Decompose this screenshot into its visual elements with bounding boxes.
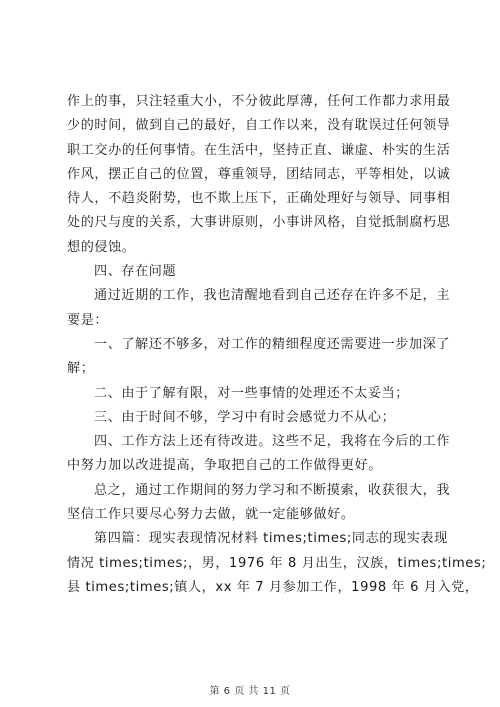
page-footer: 第 6 页 共 11 页 bbox=[209, 686, 291, 697]
document-body bbox=[67, 90, 487, 600]
text-line: 通过近期的工作，我也清醒地看到自己还存在许多不足，主 bbox=[94, 288, 451, 304]
text-line: 解； bbox=[67, 361, 95, 377]
text-line: 处的尺与度的关系，大事讲原则，小事讲风格，自觉抵制腐朽思 bbox=[67, 215, 451, 231]
text-line: 坚信工作只要尽心努力去做，就一定能够做好。 bbox=[67, 507, 355, 523]
text-line: 待人，不趋炎附势，也不欺上压下，正确处理好与领导、同事相 bbox=[67, 191, 451, 207]
text-line: 少的时间，做到自己的最好，自工作以来，没有耽误过任何领导 bbox=[67, 118, 451, 134]
text-line: 想的侵蚀。 bbox=[67, 239, 136, 255]
text-line: 作风，摆正自己的位置，尊重领导，团结同志，平等相处，以诚 bbox=[67, 166, 451, 182]
text-line: 中努力加以改进提高，争取把自己的工作做得更好。 bbox=[67, 458, 382, 474]
text-line: 四、工作方法上还有待改进。这些不足，我将在今后的工作 bbox=[94, 434, 451, 450]
text-line: 职工交办的任何事情。在生活中，坚持正直、谦虚、朴实的生活 bbox=[67, 142, 451, 158]
text-line: 第四篇：现实表现情况材料 times;times;同志的现实表现 bbox=[94, 531, 448, 547]
text-line: 一、了解还不够多，对工作的精细程度还需要进一步加深了 bbox=[94, 336, 451, 352]
section-heading: 四、存在问题 bbox=[94, 264, 177, 280]
text-line: 总之，通过工作期间的努力学习和不断摸索，收获很大，我 bbox=[94, 482, 451, 498]
text-line: 三、由于时间不够，学习中有时会感觉力不从心； bbox=[94, 409, 396, 425]
text-line: 县 times;times;镇人，xx 年 7 月参加工作，1998 年 6 月入党， bbox=[67, 579, 479, 595]
text-line: 情况 times;times;，男，1976 年 8 月出生，汉族，times;times; bbox=[67, 555, 487, 571]
text-line: 要是： bbox=[67, 312, 109, 328]
text-line: 二、由于了解有限，对一些事情的处理还不太妥当； bbox=[94, 385, 409, 401]
text-line: 作上的事，只注轻重大小，不分彼此厚薄，任何工作都力求用最 bbox=[67, 94, 451, 109]
